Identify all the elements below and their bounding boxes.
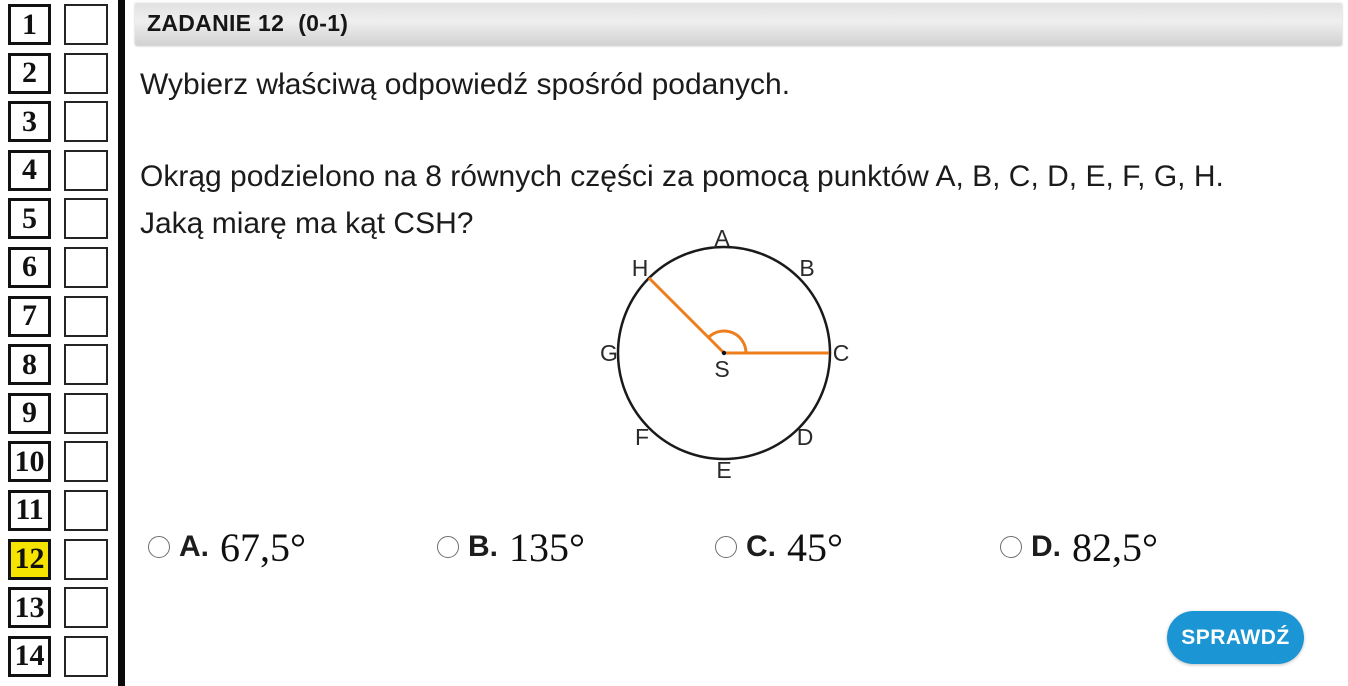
answer-radio-c[interactable]	[715, 536, 737, 558]
task-checkbox-1[interactable]	[64, 4, 108, 45]
point-label-D: D	[796, 424, 814, 450]
point-label-H: H	[631, 255, 649, 281]
task-checkbox-11[interactable]	[64, 490, 108, 531]
answer-radio-b[interactable]	[437, 536, 459, 558]
task-number-13[interactable]: 13	[8, 587, 51, 628]
sidebar-task-row	[8, 441, 112, 482]
answer-value-a: 67,5°	[220, 524, 306, 570]
sidebar-task-row	[8, 198, 112, 239]
point-label-G: G	[600, 340, 618, 366]
sidebar-task-row	[8, 393, 112, 434]
task-checkbox-14[interactable]	[64, 636, 108, 677]
question-line-2: Jaką miarę ma kąt CSH?	[140, 207, 474, 240]
task-number-6[interactable]: 6	[8, 247, 51, 288]
task-checkbox-7[interactable]	[64, 296, 108, 337]
answer-value-d: 82,5°	[1072, 524, 1158, 570]
task-checkbox-2[interactable]	[64, 53, 108, 94]
answer-value-b: 135°	[509, 524, 585, 570]
sidebar-divider	[118, 0, 125, 686]
sidebar-task-row	[8, 150, 112, 191]
center-label-S: S	[714, 356, 730, 382]
sidebar-task-row	[8, 101, 112, 142]
sidebar-task-row	[8, 587, 112, 628]
task-number-2[interactable]: 2	[8, 53, 51, 94]
sidebar-task-row	[8, 296, 112, 337]
point-label-F: F	[634, 424, 650, 450]
sidebar-task-row	[8, 53, 112, 94]
task-title: ZADANIE 12	[147, 10, 285, 36]
task-number-10[interactable]: 10	[8, 441, 51, 482]
check-answer-button[interactable]: SPRAWDŹ	[1167, 611, 1304, 664]
answer-letter-a: A.	[179, 530, 209, 563]
circle-angle-diagram	[594, 222, 856, 484]
answer-letter-d: D.	[1031, 530, 1061, 563]
answer-letter-c: C.	[746, 530, 776, 563]
task-checkbox-8[interactable]	[64, 344, 108, 385]
point-label-A: A	[714, 225, 730, 251]
sidebar-task-row	[8, 539, 112, 580]
answer-option-b	[437, 524, 585, 570]
task-header-bar	[135, 2, 1342, 45]
question-instruction: Wybierz właściwą odpowiedź spośród podanych.	[140, 68, 791, 101]
sidebar-task-row	[8, 247, 112, 288]
task-checkbox-12[interactable]	[64, 539, 108, 580]
sidebar-task-row	[8, 344, 112, 385]
answer-radio-d[interactable]	[1000, 536, 1022, 558]
task-number-9[interactable]: 9	[8, 393, 51, 434]
task-checkbox-3[interactable]	[64, 101, 108, 142]
task-checkbox-13[interactable]	[64, 587, 108, 628]
task-number-5[interactable]: 5	[8, 198, 51, 239]
task-points: (0-1)	[298, 10, 349, 36]
task-number-11[interactable]: 11	[8, 490, 51, 531]
task-number-14[interactable]: 14	[8, 636, 51, 677]
question-line-1: Okrąg podzielono na 8 równych części za pomocą punktów A, B, C, D, E, F, G, H.	[140, 160, 1224, 193]
radius-SH-line	[649, 278, 724, 353]
sidebar-task-row	[8, 636, 112, 677]
point-label-B: B	[799, 255, 815, 281]
task-checkbox-10[interactable]	[64, 441, 108, 482]
answer-option-c	[715, 524, 843, 570]
task-number-7[interactable]: 7	[8, 296, 51, 337]
task-checkbox-6[interactable]	[64, 247, 108, 288]
point-label-C: C	[832, 340, 850, 366]
answer-option-d	[1000, 524, 1158, 570]
task-checkbox-5[interactable]	[64, 198, 108, 239]
task-number-4[interactable]: 4	[8, 150, 51, 191]
task-number-1[interactable]: 1	[8, 4, 51, 45]
point-label-E: E	[716, 457, 732, 483]
sidebar-task-row	[8, 4, 112, 45]
sidebar-task-row	[8, 490, 112, 531]
task-number-3[interactable]: 3	[8, 101, 51, 142]
task-checkbox-4[interactable]	[64, 150, 108, 191]
task-number-12[interactable]: 12	[8, 539, 51, 580]
answer-radio-a[interactable]	[148, 536, 170, 558]
answer-value-c: 45°	[787, 524, 843, 570]
center-dot	[722, 351, 726, 355]
task-checkbox-9[interactable]	[64, 393, 108, 434]
answer-letter-b: B.	[468, 530, 498, 563]
task-number-8[interactable]: 8	[8, 344, 51, 385]
task-sidebar	[0, 0, 112, 684]
answer-option-a	[148, 524, 306, 570]
